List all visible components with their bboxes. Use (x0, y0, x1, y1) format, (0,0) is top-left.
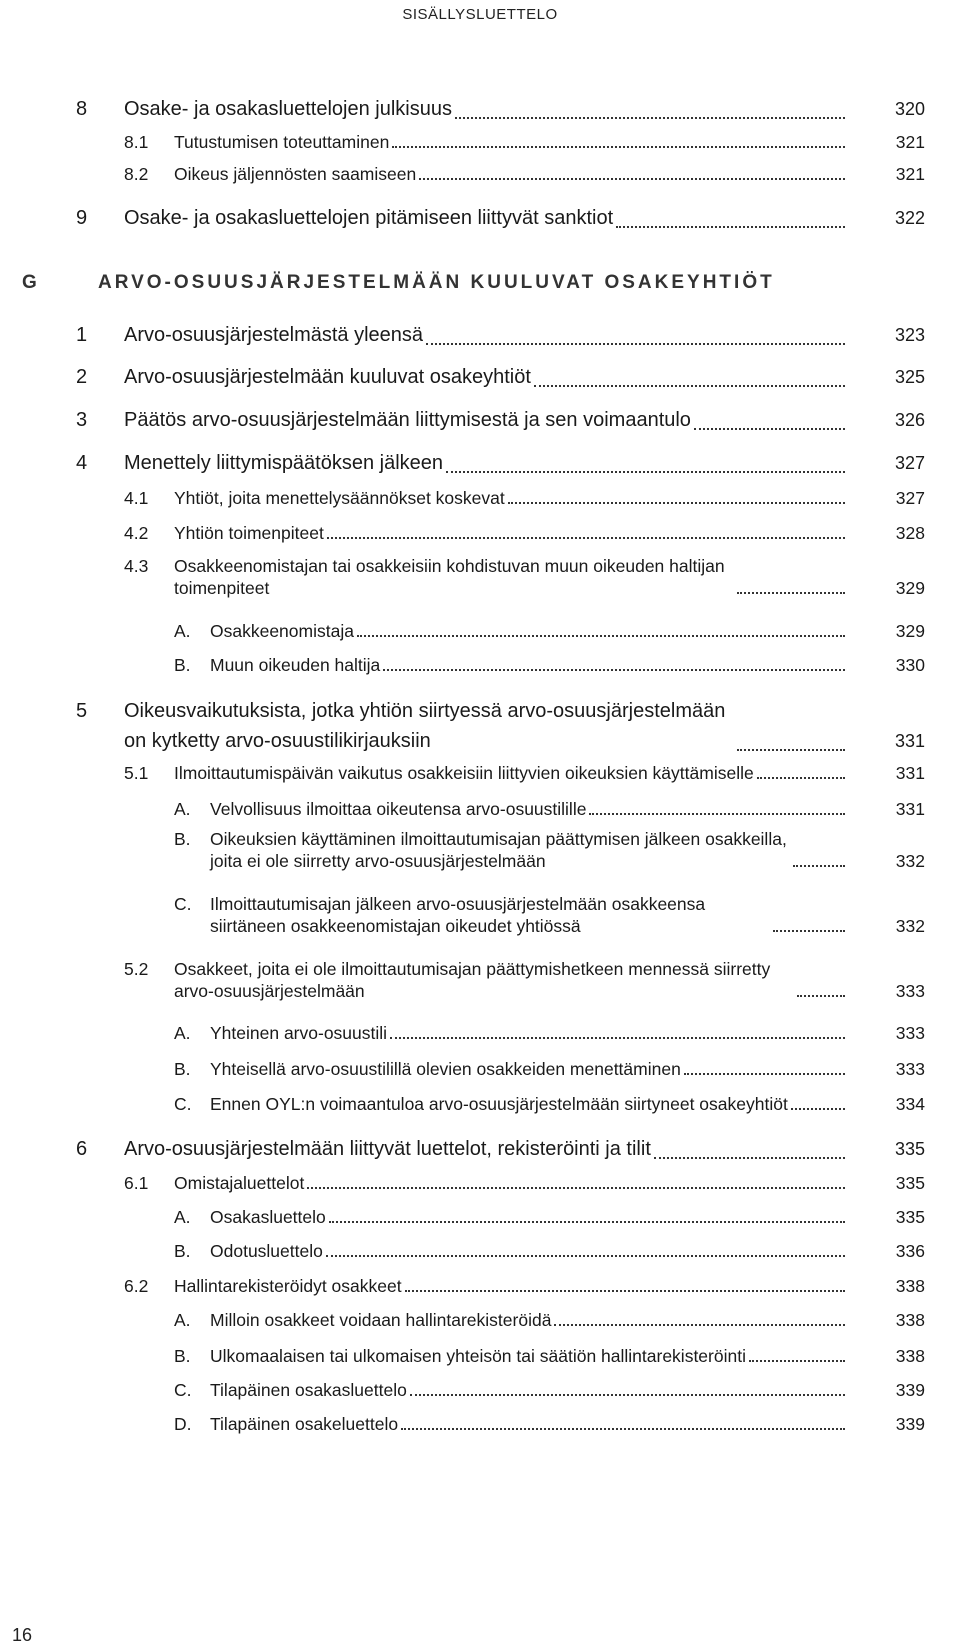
toc-entry[interactable] (124, 555, 925, 599)
entry-number: B. (174, 1059, 191, 1079)
toc-entry[interactable] (76, 1134, 925, 1164)
dot-leader (405, 1289, 845, 1292)
entry-page: 327 (895, 488, 925, 508)
toc-entry[interactable] (124, 163, 925, 185)
entry-title: Yhtiöt, joita menettelysäännökset koskevat (174, 488, 505, 508)
entry-page: 333 (895, 1059, 925, 1079)
entry-title: Oikeus jäljennösten saamiseen (174, 164, 417, 184)
toc-entry[interactable] (174, 1413, 925, 1435)
entry-number: 4 (76, 452, 88, 474)
entry-page: 325 (894, 367, 925, 387)
entry-title: Päätös arvo-osuusjärjestelmään liittymisestä ja sen voimaantulo (124, 409, 691, 431)
entry-title: Hallintarekisteröidyt osakkeet (174, 1276, 402, 1296)
dot-leader (419, 177, 845, 180)
entry-number: A. (174, 1023, 191, 1043)
dot-leader (446, 470, 845, 473)
dot-leader (791, 1107, 845, 1110)
dot-leader (329, 1220, 845, 1223)
entry-number: A. (174, 621, 191, 641)
entry-title: Menettely liittymispäätöksen jälkeen (124, 452, 444, 474)
running-head: SISÄLLYSLUETTELO (402, 6, 558, 23)
toc-entry[interactable] (76, 448, 925, 478)
entry-title: Osakkeet, joita ei ole ilmoittautumisajan päättymishetkeen mennessä siirretty arvo-osuusjärjestelmään (174, 959, 771, 1001)
dot-leader (749, 1359, 845, 1362)
dot-leader (694, 427, 845, 430)
entry-page: 339 (895, 1380, 925, 1400)
toc-entry[interactable] (174, 1093, 925, 1115)
entry-number: B. (174, 1346, 191, 1366)
entry-page: 336 (895, 1241, 925, 1261)
dot-leader (737, 748, 845, 751)
toc-entry[interactable] (174, 828, 925, 872)
entry-page: 335 (895, 1207, 925, 1227)
entry-page: 338 (895, 1310, 925, 1330)
entry-title: Osake- ja osakasluettelojen pitämiseen liittyvät sanktiot (124, 207, 614, 229)
entry-page: 333 (895, 981, 925, 1001)
entry-number: 6.1 (124, 1173, 149, 1193)
entry-title: Osakkeenomistaja (210, 621, 354, 641)
toc-entry[interactable] (174, 1206, 925, 1228)
entry-number: A. (174, 1207, 191, 1227)
dot-leader (390, 1036, 845, 1039)
entry-title: Omistajaluettelot (174, 1173, 305, 1193)
dot-leader (392, 145, 845, 148)
dot-leader (357, 634, 845, 637)
entry-page: 338 (895, 1346, 925, 1366)
toc-entry[interactable] (174, 893, 925, 937)
entry-page: 335 (895, 1173, 925, 1193)
entry-page: 331 (895, 763, 925, 783)
toc-entry[interactable] (76, 320, 925, 350)
toc-entry[interactable] (124, 958, 925, 1002)
entry-number: 5 (76, 700, 88, 722)
entry-title: Arvo-osuusjärjestelmään liittyvät luettelot, rekisteröinti ja tilit (124, 1138, 651, 1160)
dot-leader (797, 994, 845, 997)
entry-number: B. (174, 655, 191, 675)
entry-number: D. (174, 1414, 192, 1434)
page-number: 16 (12, 1625, 33, 1645)
dot-leader (534, 384, 845, 387)
entry-title: Yhteisellä arvo-osuustilillä olevien osakkeiden menettäminen (210, 1059, 681, 1079)
toc-entry[interactable] (124, 522, 925, 544)
toc-entry[interactable] (124, 1172, 925, 1194)
entry-page: 327 (894, 453, 925, 473)
toc-entry[interactable] (76, 94, 925, 124)
entry-number: C. (174, 1094, 192, 1114)
entry-number: 6.2 (124, 1276, 149, 1296)
entry-number: 8 (76, 98, 88, 120)
dot-leader (684, 1072, 845, 1075)
entry-page: 331 (895, 799, 925, 819)
toc-entry[interactable] (76, 362, 925, 392)
toc-entry[interactable] (174, 1240, 925, 1262)
entry-title: Arvo-osuusjärjestelmään kuuluvat osakeyhtiöt (124, 366, 531, 388)
entry-number: 6 (76, 1138, 88, 1160)
toc-entry[interactable] (76, 203, 925, 233)
entry-page: 338 (895, 1276, 925, 1296)
toc-entry[interactable] (174, 1022, 925, 1044)
dot-leader (654, 1156, 845, 1159)
entry-number: 2 (76, 366, 88, 388)
entry-number: 5.2 (124, 959, 149, 979)
entry-number: 8.2 (124, 164, 149, 184)
toc-entry[interactable] (124, 762, 925, 784)
section-heading (0, 272, 960, 294)
entry-title: Milloin osakkeet voidaan hallintarekisteröidä (210, 1310, 552, 1330)
dot-leader (455, 116, 845, 119)
entry-title: Ilmoittautumisajan jälkeen arvo-osuusjärjestelmään osakkeensa siirtäneen osakkeenomistajan oikeudet yhtiössä (210, 894, 706, 936)
entry-page: 334 (895, 1094, 925, 1114)
entry-number: C. (174, 894, 192, 914)
entry-number: C. (174, 1380, 192, 1400)
toc-entry[interactable] (124, 487, 925, 509)
entry-title: Osake- ja osakasluettelojen julkisuus (124, 98, 452, 120)
entry-title: Arvo-osuusjärjestelmästä yleensä (124, 324, 424, 346)
entry-title: Ulkomaalaisen tai ulkomaisen yhteisön tai säätiön hallintarekisteröinti (210, 1346, 746, 1366)
dot-leader (757, 776, 845, 779)
dot-leader (307, 1186, 845, 1189)
dot-leader (508, 501, 845, 504)
toc-entry[interactable] (174, 1345, 925, 1367)
dot-leader (616, 225, 845, 228)
entry-page: 329 (895, 578, 925, 598)
entry-page: 332 (895, 851, 925, 871)
entry-number: 4.3 (124, 556, 149, 576)
entry-page: 331 (894, 731, 925, 751)
dot-leader (410, 1393, 845, 1396)
entry-number: B. (174, 829, 191, 849)
entry-title: Osakasluettelo (210, 1207, 326, 1227)
entry-title: Muun oikeuden haltija (210, 655, 381, 675)
entry-page: 339 (895, 1414, 925, 1434)
entry-number: A. (174, 799, 191, 819)
entry-number: 1 (76, 324, 88, 346)
section-letter: G (22, 272, 40, 293)
dot-leader (426, 342, 845, 345)
entry-title: Yhtiön toimenpiteet (174, 523, 324, 543)
entry-title: Ilmoittautumispäivän vaikutus osakkeisiin liittyvien oikeuksien käyttämiselle (174, 763, 754, 783)
entry-title: Ennen OYL:n voimaantuloa arvo-osuusjärjestelmään siirtyneet osakeyhtiöt (210, 1094, 788, 1114)
dot-leader (773, 929, 845, 932)
entry-title: Oikeusvaikutuksista, jotka yhtiön siirtyessä arvo-osuusjärjestelmään on kytketty arvo-osuustilikirjauksiin (124, 700, 726, 752)
entry-title: Tilapäinen osakasluettelo (210, 1380, 407, 1400)
entry-number: 8.1 (124, 132, 149, 152)
entry-number: 5.1 (124, 763, 149, 783)
dot-leader (737, 591, 845, 594)
dot-leader (383, 668, 845, 671)
entry-title: Yhteinen arvo-osuustili (210, 1023, 388, 1043)
entry-page: 322 (894, 208, 925, 228)
toc-entry[interactable] (124, 131, 925, 153)
entry-page: 320 (894, 99, 925, 119)
entry-page: 321 (895, 164, 925, 184)
dot-leader (554, 1323, 845, 1326)
entry-number: A. (174, 1310, 191, 1330)
entry-title: Osakkeenomistajan tai osakkeisiin kohdistuvan muun oikeuden haltijan toimenpiteet (174, 556, 725, 598)
entry-page: 321 (895, 132, 925, 152)
toc-entry[interactable] (174, 1309, 925, 1331)
entry-page: 326 (894, 410, 925, 430)
toc-entry[interactable] (76, 696, 925, 756)
toc-entry[interactable] (174, 798, 925, 820)
entry-page: 329 (895, 621, 925, 641)
section-title: ARVO-OSUUSJÄRJESTELMÄÄN KUULUVAT OSAKEYHTIÖT (98, 272, 775, 293)
entry-title: Tutustumisen toteuttaminen (174, 132, 390, 152)
dot-leader (589, 812, 845, 815)
entry-page: 332 (895, 916, 925, 936)
toc-entry[interactable] (124, 1275, 925, 1297)
dot-leader (327, 536, 845, 539)
toc-entry[interactable] (174, 620, 925, 642)
entry-number: 4.1 (124, 488, 149, 508)
entry-page: 328 (895, 523, 925, 543)
entry-title: Odotusluettelo (210, 1241, 323, 1261)
dot-leader (326, 1254, 845, 1257)
entry-number: 9 (76, 207, 88, 229)
toc-entry[interactable] (174, 654, 925, 676)
entry-title: Oikeuksien käyttäminen ilmoittautumisajan päättymisen jälkeen osakkeilla, joita ei ole siirretty arvo-osuusjärjestelmään (210, 829, 787, 871)
entry-title: Tilapäinen osakeluettelo (210, 1414, 399, 1434)
toc-entry[interactable] (174, 1058, 925, 1080)
toc-entry[interactable] (76, 405, 925, 435)
entry-number: 3 (76, 409, 88, 431)
entry-title: Velvollisuus ilmoittaa oikeutensa arvo-osuustilille (210, 799, 587, 819)
dot-leader (793, 864, 845, 867)
toc-entry[interactable] (174, 1379, 925, 1401)
entry-page: 333 (895, 1023, 925, 1043)
entry-page: 335 (894, 1139, 925, 1159)
entry-page: 330 (895, 655, 925, 675)
dot-leader (401, 1427, 845, 1430)
entry-number: B. (174, 1241, 191, 1261)
entry-number: 4.2 (124, 523, 149, 543)
entry-page: 323 (894, 325, 925, 345)
